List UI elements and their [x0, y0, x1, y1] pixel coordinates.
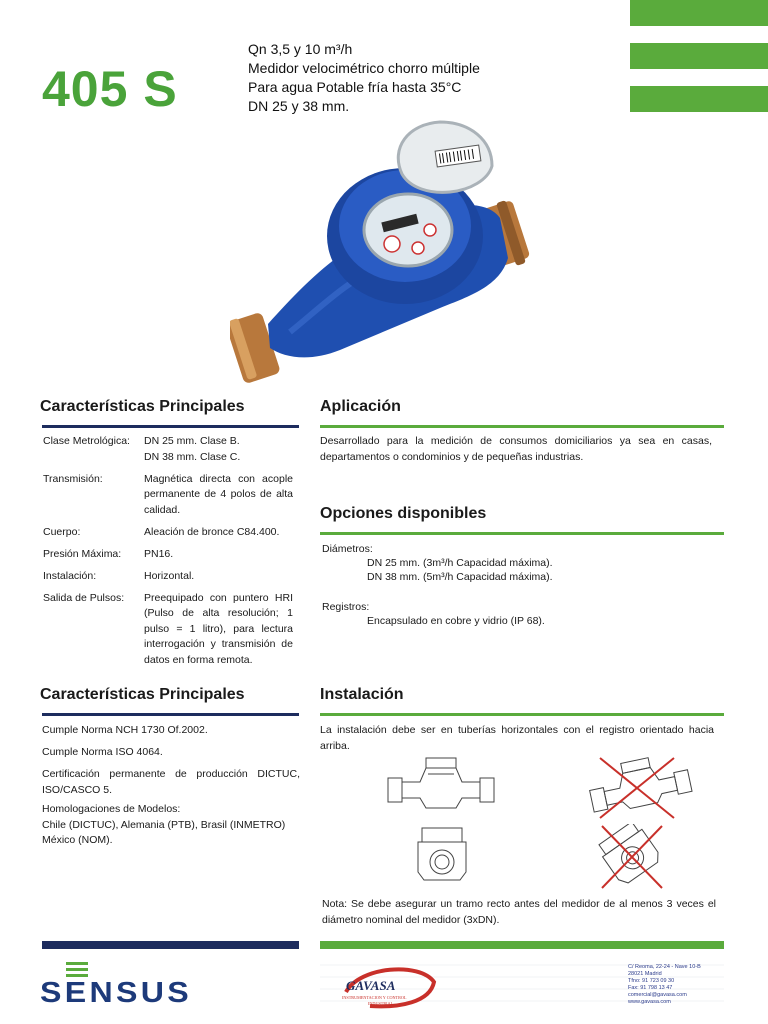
header-stripe-2: [630, 43, 768, 69]
contact-line: C/ Reoma, 22-24 - Nave 10-B: [628, 964, 701, 970]
caracteristicas2-rule: [42, 713, 299, 716]
intro-line: Qn 3,5 y 10 m³/h: [248, 41, 353, 57]
spec-row: [43, 569, 293, 585]
spec-value: Magnética directa con acople permanente de 4 polos de alta calidad.: [144, 472, 293, 516]
aplicacion-title: Aplicación: [320, 398, 401, 415]
intro-line: Medidor velocimétrico chorro múltiple: [248, 60, 480, 76]
spec-value: Horizontal.: [144, 569, 195, 582]
spec-label: Salida de Pulsos:: [43, 591, 125, 604]
contact-line: Tfno: 91 723 09 30: [628, 978, 675, 984]
aplicacion-text: Desarrollado para la medición de consumos domiciliarios ya sea en casas, departamentos o condominios y de pequeñas industrias.: [320, 435, 712, 463]
spec-label: Transmisión:: [43, 472, 103, 485]
dial-face: [364, 194, 452, 266]
install-correct-front-diagram: [414, 826, 470, 882]
install-wrong-tilted-diagram: [584, 754, 696, 820]
gavasa-logo: [340, 962, 440, 1010]
opciones-title: Opciones disponibles: [320, 505, 487, 522]
instalacion-text: La instalación debe ser en tuberías horizontales con el registro orientado hacia arriba.: [320, 724, 714, 752]
spec-row: [43, 472, 293, 519]
registros-label: Registros:: [322, 601, 370, 613]
install-correct-side-diagram: [386, 754, 496, 820]
spec-label: Clase Metrológica:: [43, 435, 130, 447]
diametros-label: Diámetros:: [322, 543, 373, 555]
registro-item: Encapsulado en cobre y vidrio (IP 68).: [367, 615, 545, 627]
footer-navy-bar: [42, 941, 299, 949]
aplicacion-rule: [320, 425, 724, 428]
norma-item: Certificación permanente de producción DICTUC, ISO/CASCO 5.: [42, 768, 300, 796]
intro-block: [248, 40, 480, 116]
sensus-logo-mark: [66, 962, 88, 977]
spec-table: [43, 434, 293, 675]
spec-value: Preequipado con puntero HRI (Pulso de alta resolución; 1 pulso = 1 litro), para lectura interrogación y transmisión de datos en forma remota.: [144, 591, 293, 666]
spec-row: [43, 591, 293, 669]
spec-value: DN 25 mm. Clase B. DN 38 mm. Clase C.: [144, 435, 241, 463]
water-meter-photo: [230, 118, 550, 388]
caracteristicas-rule: [42, 425, 299, 428]
opciones-rule: [320, 532, 724, 535]
gavasa-wordmark: GAVASA: [346, 978, 396, 993]
sensus-logo: [40, 962, 195, 1006]
caracteristicas-title: Características Principales: [40, 398, 245, 415]
sensus-wordmark: SENSUS: [40, 977, 192, 1006]
gavasa-subtitle: INDUSTRIAL: [368, 1001, 394, 1006]
footer-green-bar: [320, 941, 724, 949]
contact-block: [628, 964, 701, 1006]
header-stripe-1: [630, 0, 768, 26]
norma-item: Cumple Norma ISO 4064.: [42, 746, 163, 758]
spec-row: [43, 525, 293, 541]
instalacion-title: Instalación: [320, 686, 404, 703]
contact-email[interactable]: comercial@gavasa.com: [628, 992, 687, 998]
spec-row: [43, 547, 293, 563]
spec-label: Cuerpo:: [43, 525, 81, 538]
contact-line: Fax: 91 798 13 47: [628, 985, 673, 991]
header-stripe-3: [630, 86, 768, 112]
instalacion-rule: [320, 713, 724, 716]
diametro-item: DN 25 mm. (3m³/h Capacidad máxima).: [367, 557, 553, 569]
spec-row: [43, 434, 293, 465]
intro-line: Para agua Potable fría hasta 35°C: [248, 79, 462, 95]
model-title: 405 S: [42, 61, 178, 117]
contact-line: 28021 Madrid: [628, 971, 662, 977]
homologaciones: Homologaciones de Modelos: Chile (DICTUC), Alemania (PTB), Brasil (INMETRO) México (NOM).: [42, 803, 286, 846]
install-wrong-rotated-diagram: [598, 824, 666, 890]
spec-value: Aleación de bronce C84.400.: [144, 525, 280, 538]
intro-line: DN 25 y 38 mm.: [248, 98, 350, 114]
spec-label: Instalación:: [43, 569, 97, 582]
norma-item: Cumple Norma NCH 1730 Of.2002.: [42, 724, 208, 736]
contact-website[interactable]: www.gavasa.com: [628, 999, 671, 1005]
spec-value: PN16.: [144, 547, 174, 560]
caracteristicas2-title: Características Principales: [40, 686, 245, 703]
instalacion-note: Nota: Se debe asegurar un tramo recto antes del medidor de al menos 3 veces el diámetro nominal del medidor (3xDN).: [322, 898, 716, 926]
diametro-item: DN 38 mm. (5m³/h Capacidad máxima).: [367, 571, 553, 583]
gavasa-subtitle: INSTRUMENTACION Y CONTROL: [342, 995, 407, 1000]
spec-label: Presión Máxima:: [43, 547, 122, 560]
